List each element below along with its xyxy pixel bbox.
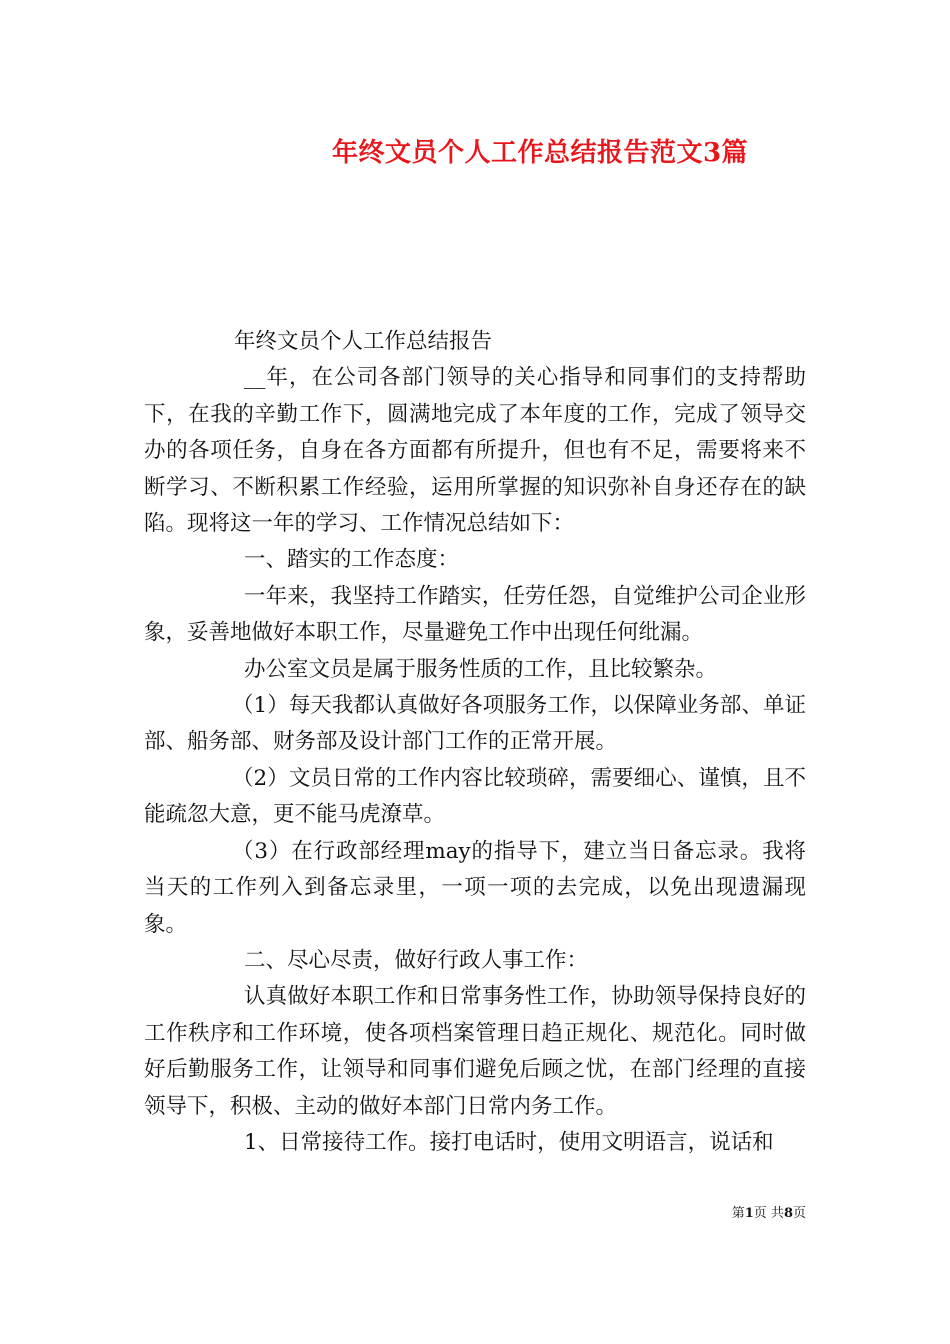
page-number (732, 1202, 806, 1221)
section-subtitle: 年终文员个人工作总结报告 (234, 329, 493, 354)
page-number-total: 8 (783, 1206, 793, 1221)
document-title: 年终文员个人工作总结报告范文3篇 (331, 138, 749, 168)
heading-work-attitude: 一、踏实的工作态度： (244, 547, 460, 573)
paragraph-admin-work: 认真做好本职工作和日常事务性工作，协助领导保持良好的工作秩序和工作环境，使各项档案管理日趋正规化、规范化。同时做好后勤服务工作，让领导和同事们避免后顾之忧，在部门经理的直接领导下，积极、主动的做好本部门日常内务工作。 (144, 984, 806, 1119)
page-number-prefix: 第 (731, 1206, 745, 1221)
paragraph-item-3: （3）在行政部经理may的指导下，建立当日备忘录。我将当天的工作列入到备忘录里，一项一项的去完成，以免出现遗漏现象。 (144, 838, 806, 937)
paragraph-reception: 1、日常接待工作。接打电话时，使用文明语言，说话和 (244, 1129, 774, 1155)
paragraph-item-1: （1）每天我都认真做好各项服务工作，以保障业务部、单证部、船务部、财务部及设计部门工作的正常开展。 (144, 693, 806, 755)
paragraph-office-clerk: 办公室文员是属于服务性质的工作，且比较繁杂。 (244, 656, 718, 682)
page-number-middle: 页 共 (753, 1206, 784, 1221)
page-number-current: 1 (744, 1206, 754, 1221)
paragraph-work-attitude: 一年来，我坚持工作踏实，任劳任怨，自觉维护公司企业形象，妥善地做好本职工作，尽量避免工作中出现任何纰漏。 (144, 583, 806, 646)
page-number-suffix: 页 (792, 1206, 806, 1221)
document-body (144, 324, 806, 1161)
heading-admin-work: 二、尽心尽责，做好行政人事工作： (244, 947, 589, 973)
paragraph-intro: __年，在公司各部门领导的关心指导和同事们的支持帮助下，在我的辛勤工作下，圆满地完成了本年度的工作，完成了领导交办的各项任务，自身在各方面都有所提升，但也有不足，需要将来不断学习、不断积累工作经验，运用所掌握的知识弥补自身还存在的缺陷。现将这一年的学习、工作情况总结如下： (144, 365, 806, 537)
paragraph-item-2: （2）文员日常的工作内容比较琐碎，需要细心、谨慎，且不能疏忽大意，更不能马虎潦草。 (144, 765, 806, 828)
